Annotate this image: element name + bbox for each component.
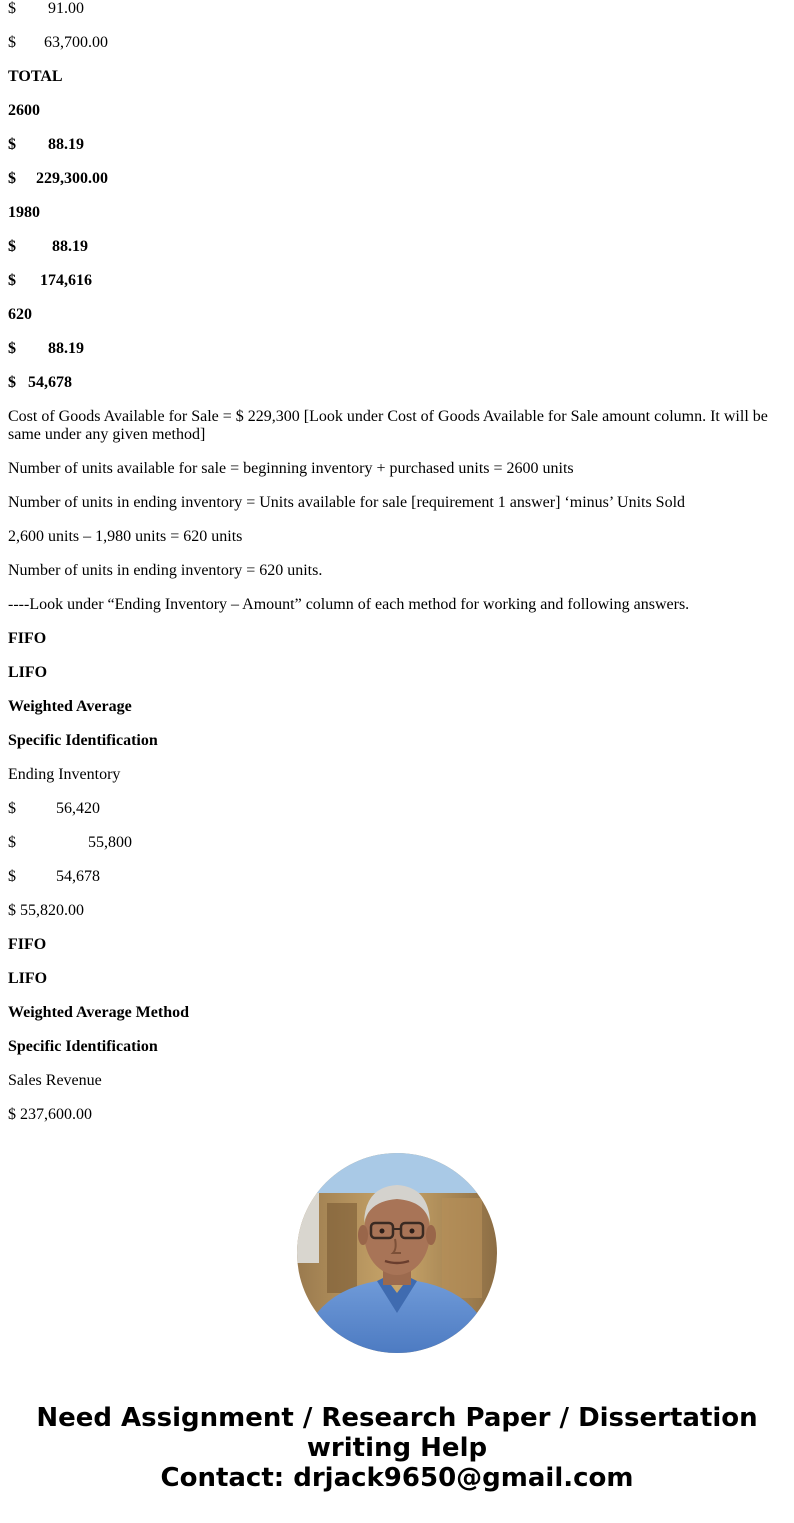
promo-line: Need Assignment / Research Paper / Dissertation [36, 1403, 758, 1433]
sold-units: 1980 [8, 204, 40, 221]
document-body [8, 0, 786, 1140]
value-cell: $ 237,600.00 [8, 1106, 92, 1123]
row-label: Ending Inventory [8, 766, 121, 783]
text-line: $ 63,700.00 [8, 34, 108, 51]
paragraph: Number of units in ending inventory = 620 units. [8, 562, 323, 579]
text-line: $ 91.00 [8, 0, 84, 17]
method-heading: LIFO [8, 664, 48, 681]
portrait-image [297, 1153, 497, 1353]
value-cell: $ 55,820.00 [8, 902, 84, 919]
value-cell: $ 55,800 [8, 834, 132, 851]
paragraph: 2,600 units – 1,980 units = 620 units [8, 528, 243, 545]
value-cell: $ 54,678 [8, 868, 100, 885]
ending-unit-cost: $ 88.19 [8, 340, 84, 357]
sold-unit-cost: $ 88.19 [8, 238, 88, 255]
sold-amount: $ 174,616 [8, 272, 92, 289]
total-heading: TOTAL [8, 68, 63, 85]
promo-banner [0, 1403, 794, 1493]
paragraph: Number of units available for sale = beginning inventory + purchased units = 2600 units [8, 460, 574, 477]
method-heading: Specific Identification [8, 1038, 158, 1055]
method-heading: Weighted Average Method [8, 1004, 190, 1021]
promo-contact: Contact: drjack9650@gmail.com [160, 1463, 634, 1493]
value-cell: $ 56,420 [8, 800, 100, 817]
method-heading: LIFO [8, 970, 48, 987]
paragraph: ----Look under “Ending Inventory – Amount” column of each method for working and following answers. [8, 596, 690, 613]
total-amount: $ 229,300.00 [8, 170, 108, 187]
paragraph: Cost of Goods Available for Sale = $ 229,300 [Look under Cost of Goods Available for Sale amount column. It will be same under any given method] [8, 408, 768, 443]
method-heading: FIFO [8, 630, 47, 647]
author-avatar [297, 1153, 497, 1353]
ending-units: 620 [8, 306, 32, 323]
method-heading: Specific Identification [8, 732, 158, 749]
total-units: 2600 [8, 102, 40, 119]
method-heading: FIFO [8, 936, 47, 953]
ending-amount: $ 54,678 [8, 374, 72, 391]
total-unit-cost: $ 88.19 [8, 136, 84, 153]
promo-line: writing Help [306, 1433, 488, 1463]
method-heading: Weighted Average [8, 698, 132, 715]
paragraph: Number of units in ending inventory = Units available for sale [requirement 1 answer] ‘minus’ Units Sold [8, 494, 686, 511]
row-label: Sales Revenue [8, 1072, 102, 1089]
